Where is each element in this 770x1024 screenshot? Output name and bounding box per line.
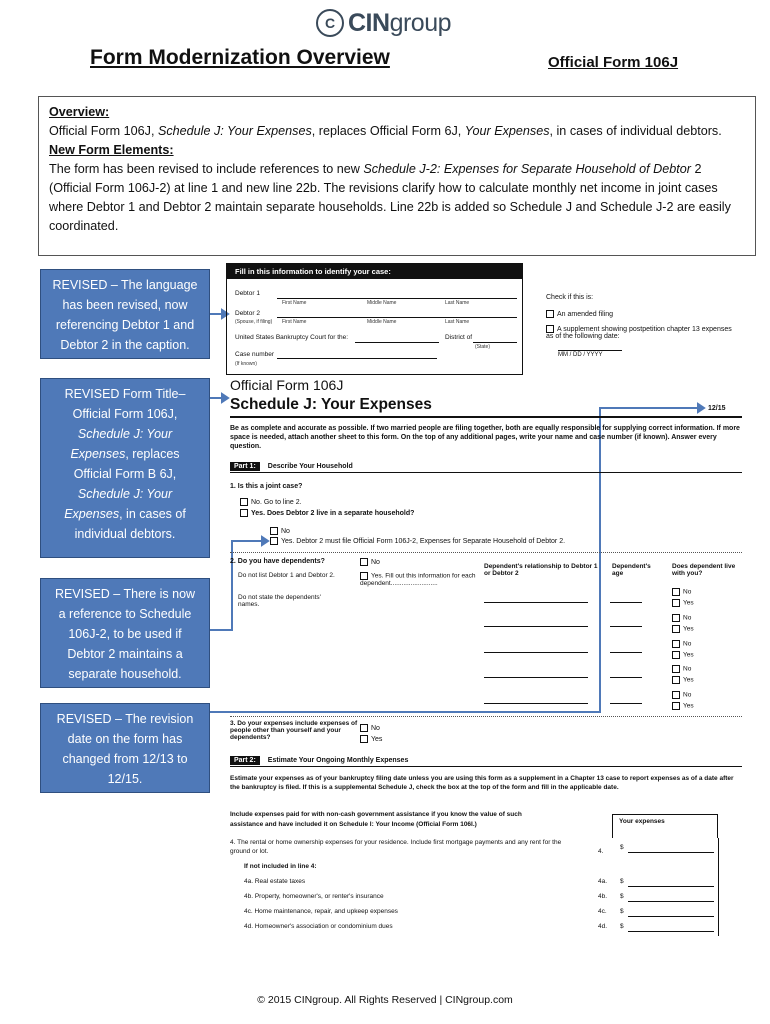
dep-row-3-relationship[interactable] bbox=[484, 652, 588, 653]
part2-noncash-instructions: Include expenses paid for with non-cash government assistance if you know the value of such assistance and have included it on Schedule I: Your Income (Official Form 106I.) bbox=[230, 811, 522, 828]
callout-schedule-j2-reference: REVISED – There is now a reference to Schedule 106J-2, to be used if Debtor 2 maintains a separate household. bbox=[40, 578, 210, 688]
court-line bbox=[355, 342, 439, 343]
q1-sub-no-checkbox bbox=[270, 527, 278, 535]
debtor2-label: Debtor 2 bbox=[235, 310, 260, 317]
part2-instructions: Estimate your expenses as of your bankruptcy filing date unless you are using this form as a supplement in a Chapter 13 case to report expenses as of a date after the bankruptcy is filed. If this is a supplemental Schedule J, check the box at the top of the form and fill in the applicable date. bbox=[230, 775, 734, 791]
supplement-option[interactable]: A supplement showing postpetition chapter 13 expenses as of the following date: bbox=[546, 325, 732, 340]
new-elements-heading: New Form Elements: bbox=[49, 143, 174, 157]
amended-checkbox bbox=[546, 310, 554, 318]
new-elements-text: The form has been revised to include references to new Schedule J-2: Expenses for Separate Household of Debtor 2 (Official Form 106J-2) at line 1 and new line 22b. The revisions clarify how to calculate monthly net income in joint cases where Debtor 1 and Debtor 2 maintain separate households. Line 22b is added so Schedule J and Schedule J-2 are easily coordinated. bbox=[49, 162, 731, 233]
dep-row-2-no[interactable]: No bbox=[672, 614, 691, 622]
line4a-dollar: $ bbox=[620, 878, 624, 885]
part1-header: Part 1: Describe Your Household bbox=[230, 463, 742, 473]
q2-label: 2. Do you have dependents? bbox=[230, 558, 325, 565]
line4-input[interactable] bbox=[628, 852, 714, 853]
case-number-line bbox=[277, 358, 437, 359]
date-format-label: MM / DD / YYYY bbox=[558, 352, 603, 358]
dep-row-1-age[interactable] bbox=[610, 602, 642, 603]
state-label: (State) bbox=[475, 344, 491, 350]
connector-arrow-2 bbox=[222, 394, 228, 402]
line4-label: 4. The rental or home ownership expenses for your residence. Include first mortgage payments and any rent for the ground or lot. bbox=[230, 839, 562, 855]
q1-sub-yes-checkbox bbox=[270, 537, 278, 545]
check-if-label: Check if this is: bbox=[546, 294, 594, 301]
col-age-header: Dependent's age bbox=[612, 563, 651, 577]
q3-label: 3. Do your expenses include expenses of people other than yourself and your dependents? bbox=[230, 720, 358, 741]
debtor2-last-name: Last Name bbox=[445, 319, 470, 325]
schedule-title: Schedule J: Your Expenses bbox=[230, 396, 432, 413]
debtor1-line bbox=[277, 298, 517, 299]
callout-revision-date: REVISED – The revision date on the form has changed from 12/13 to 12/15. bbox=[40, 703, 210, 793]
q2-no-option[interactable]: No bbox=[360, 558, 380, 566]
logo-mark-icon: C bbox=[316, 9, 344, 37]
q1-yes-checkbox bbox=[240, 509, 248, 517]
callout-form-title-revised: REVISED Form Title– Official Form 106J, Schedule J: Your Expenses, replaces Official Form B 6J, Schedule J: Your Expenses, in cases of individual debtors. bbox=[40, 378, 210, 558]
dep-row-1-relationship[interactable] bbox=[484, 602, 588, 603]
case-number-label: Case number bbox=[235, 351, 275, 358]
supplement-date-line bbox=[558, 350, 622, 351]
supplement-checkbox bbox=[546, 325, 554, 333]
line4-dollar: $ bbox=[620, 844, 624, 851]
line4b-dollar: $ bbox=[620, 893, 624, 900]
debtor1-middle-name: Middle Name bbox=[367, 300, 397, 306]
line4a-label: 4a. Real estate taxes bbox=[244, 878, 306, 885]
q2-yes-option[interactable]: Yes. Fill out this information for each dependent.......................... bbox=[360, 572, 476, 587]
q3-no-option[interactable]: No bbox=[360, 724, 380, 732]
district-line bbox=[473, 342, 517, 343]
q1-divider bbox=[230, 552, 742, 553]
line4d-label: 4d. Homeowner's association or condominium dues bbox=[244, 923, 393, 930]
debtor2-line bbox=[277, 317, 517, 318]
dep-row-1-no[interactable]: No bbox=[672, 588, 691, 596]
line4c-label: 4c. Home maintenance, repair, and upkeep expenses bbox=[244, 908, 398, 915]
line4-number: 4. bbox=[598, 848, 604, 855]
debtor2-middle-name: Middle Name bbox=[367, 319, 397, 325]
line4a-input[interactable] bbox=[628, 886, 714, 887]
dep-row-4-no[interactable]: No bbox=[672, 665, 691, 673]
q1-no-checkbox bbox=[240, 498, 248, 506]
court-label: United States Bankruptcy Court for the: bbox=[235, 334, 349, 341]
dep-row-5-age[interactable] bbox=[610, 703, 642, 704]
dep-row-5-no[interactable]: No bbox=[672, 691, 691, 699]
line4a-number: 4a. bbox=[598, 878, 608, 885]
line4c-input[interactable] bbox=[628, 916, 714, 917]
callout-caption-revised: REVISED – The language has been revised, now referencing Debtor 1 and Debtor 2 in the caption. bbox=[40, 269, 210, 359]
q3-yes-checkbox bbox=[360, 735, 368, 743]
if-not-included-label: If not included in line 4: bbox=[244, 863, 317, 870]
debtor1-last-name: Last Name bbox=[445, 300, 470, 306]
connector-arrow-4 bbox=[698, 404, 704, 412]
dep-row-2-yes[interactable]: Yes bbox=[672, 625, 694, 633]
q2-no-checkbox bbox=[360, 558, 368, 566]
dep-row-2-relationship[interactable] bbox=[484, 626, 588, 627]
dep-row-2-age[interactable] bbox=[610, 626, 642, 627]
title-rule bbox=[230, 416, 742, 418]
part2-header: Part 2: Estimate Your Ongoing Monthly Expenses bbox=[230, 757, 742, 767]
logo-text: CINgroup bbox=[348, 8, 452, 37]
form-reference: Official Form 106J bbox=[548, 54, 679, 71]
line4d-dollar: $ bbox=[620, 923, 624, 930]
q1-sub-yes-option[interactable]: Yes. Debtor 2 must file Official Form 106J-2, Expenses for Separate Household of Debtor 2. bbox=[270, 537, 565, 545]
dep-row-4-yes[interactable]: Yes bbox=[672, 676, 694, 684]
q1-no-option[interactable]: No. Go to line 2. bbox=[240, 498, 302, 506]
line4b-input[interactable] bbox=[628, 901, 714, 902]
col-lives-with-header: Does dependent live with you? bbox=[672, 563, 736, 577]
line4d-input[interactable] bbox=[628, 931, 714, 932]
debtor1-label: Debtor 1 bbox=[235, 290, 260, 297]
q2-instruction-2: Do not state the dependents' names. bbox=[238, 594, 321, 608]
line4c-number: 4c. bbox=[598, 908, 607, 915]
caption-heading: Fill in this information to identify your case: bbox=[227, 264, 522, 279]
dep-row-4-age[interactable] bbox=[610, 677, 642, 678]
expenses-column-border bbox=[718, 838, 719, 936]
debtor2-first-name: First Name bbox=[282, 319, 307, 325]
debtor1-first-name: First Name bbox=[282, 300, 307, 306]
dep-row-3-yes[interactable]: Yes bbox=[672, 651, 694, 659]
q1-yes-option[interactable]: Yes. Does Debtor 2 live in a separate household? bbox=[240, 509, 414, 517]
if-known-label: (If known) bbox=[235, 361, 257, 367]
revision-date: 12/15 bbox=[708, 405, 726, 412]
q3-yes-option[interactable]: Yes bbox=[360, 735, 382, 743]
q2-instruction-1: Do not list Debtor 1 and Debtor 2. bbox=[238, 572, 335, 579]
district-label: District of bbox=[445, 334, 473, 341]
line4c-dollar: $ bbox=[620, 908, 624, 915]
page-title: Form Modernization Overview bbox=[90, 46, 390, 69]
col-relationship-header: Dependent's relationship to Debtor 1 or Debtor 2 bbox=[484, 563, 598, 577]
your-expenses-header: Your expenses bbox=[612, 814, 718, 838]
spouse-label: (Spouse, if filing) bbox=[235, 319, 273, 325]
line4d-number: 4d. bbox=[598, 923, 608, 930]
q2-yes-checkbox bbox=[360, 572, 368, 580]
case-caption-box bbox=[226, 263, 523, 375]
overview-text: Official Form 106J, Schedule J: Your Expenses, replaces Official Form 6J, Your Expenses, in cases of individual debtors. bbox=[49, 124, 722, 138]
line4b-label: 4b. Property, homeowner's, or renter's insurance bbox=[244, 893, 384, 900]
dep-row-1-yes[interactable]: Yes bbox=[672, 599, 694, 607]
overview-heading: Overview: bbox=[49, 105, 110, 119]
q1-sub-no-option[interactable]: No bbox=[270, 527, 290, 535]
dep-row-5-yes[interactable]: Yes bbox=[672, 702, 694, 710]
connector-arrow-3 bbox=[262, 537, 268, 545]
q3-no-checkbox bbox=[360, 724, 368, 732]
dep-row-4-relationship[interactable] bbox=[484, 677, 588, 678]
dep-row-5-relationship[interactable] bbox=[484, 703, 588, 704]
q1-label: 1. Is this a joint case? bbox=[230, 483, 303, 490]
footer-copyright: © 2015 CINgroup. All Rights Reserved | CINgroup.com bbox=[257, 994, 513, 1006]
line4b-number: 4b. bbox=[598, 893, 608, 900]
dep-row-3-no[interactable]: No bbox=[672, 640, 691, 648]
connector-line-3 bbox=[210, 541, 262, 630]
q2-divider bbox=[230, 716, 742, 717]
dep-row-3-age[interactable] bbox=[610, 652, 642, 653]
schedule-instructions: Be as complete and accurate as possible. If two married people are filing together, both are equally responsible for supplying correct information. If more space is needed, attach another sheet to this form. On the top of any additional pages, write your name and case number (if known). Answer every question. bbox=[230, 425, 740, 450]
schedule-form-number: Official Form 106J bbox=[230, 377, 344, 393]
amended-filing-option[interactable]: An amended filing bbox=[546, 310, 613, 318]
